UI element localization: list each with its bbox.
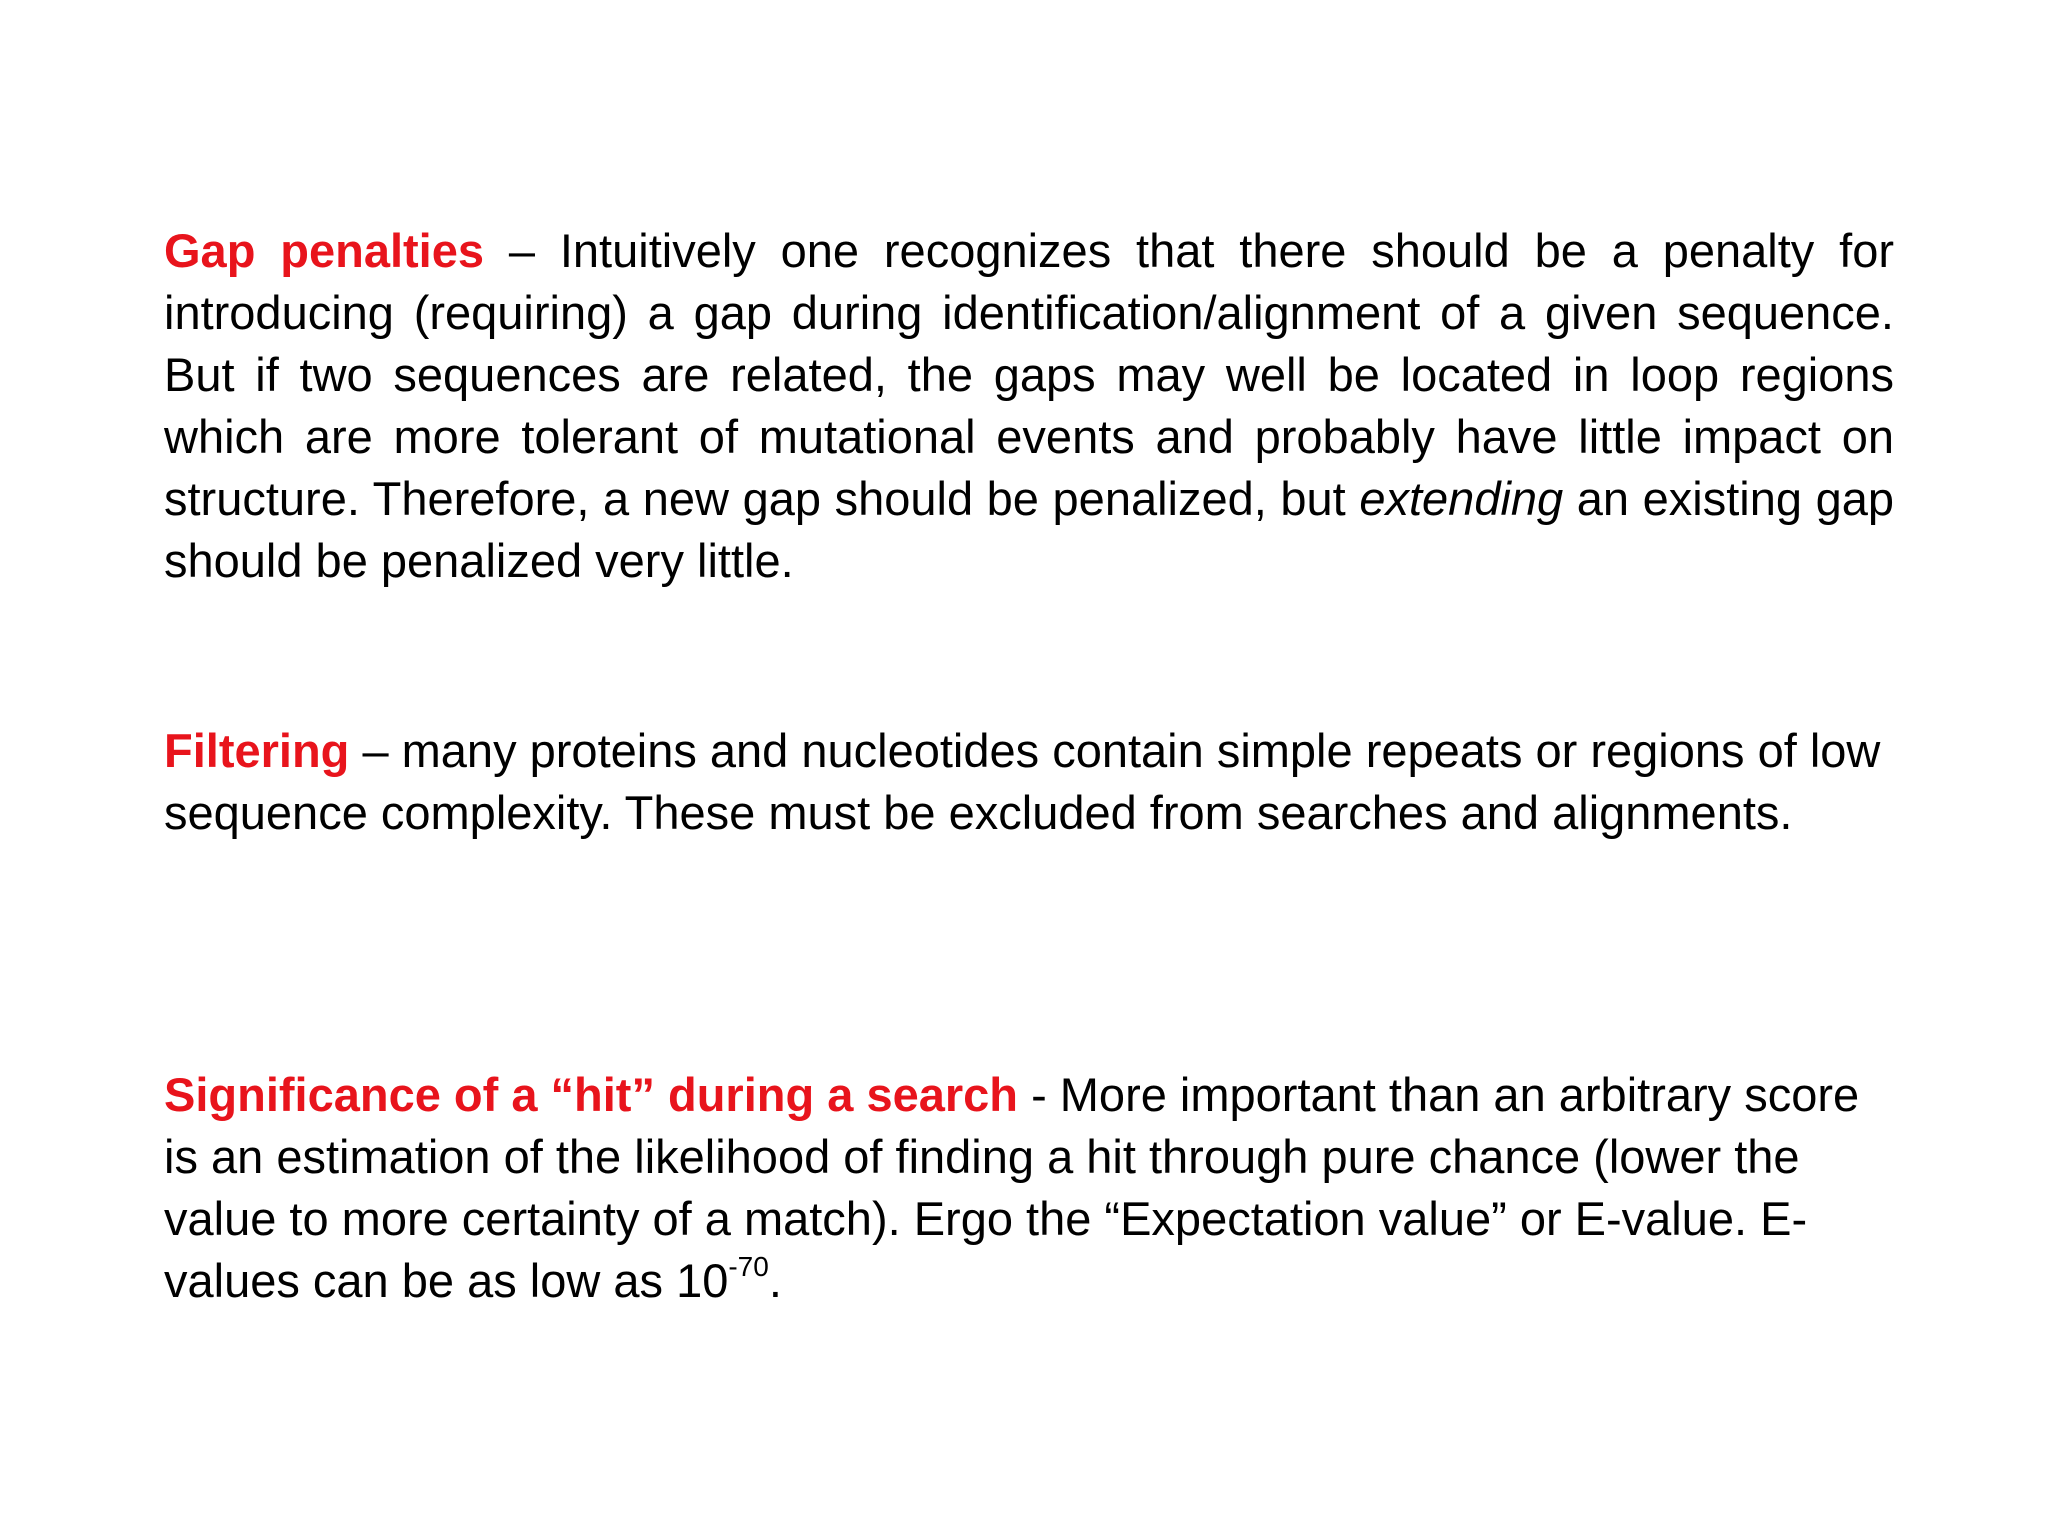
gap-penalties-text: – Intuitively one recognizes that there should be a penalty for introducing (requiring) a gap during identification/alignment of a given sequence. But if two sequences are related, the gaps may well be located in loop regions which are more tolerant of mutational events and probably have little impact on structure. Therefore, a new gap should be penalized, but: [164, 224, 1894, 525]
significance-term: Significance of a “hit” during a search: [164, 1068, 1019, 1121]
significance-end: .: [768, 1254, 782, 1307]
gap-penalties-text-end: an existing gap should be penalized very little.: [164, 472, 1895, 587]
significance-text: - More important than an arbitrary score is an estimation of the likelihood of finding a hit through pure chance (lower the value to more certainty of a match). Ergo the “Expectation value” or E-value. E-values can be as low as 10: [164, 1068, 1860, 1307]
e-value-exponent: -70: [728, 1251, 769, 1283]
gap-penalties-paragraph: [164, 220, 1894, 592]
filtering-term: Filtering: [164, 724, 350, 777]
filtering-text: – many proteins and nucleotides contain simple repeats or regions of low sequence complexity. These must be excluded from searches and alignments.: [164, 724, 1881, 839]
filtering-paragraph: [164, 720, 1894, 844]
gap-penalties-term: Gap penalties: [164, 224, 485, 277]
gap-penalties-emphasis: extending: [1359, 472, 1564, 525]
significance-paragraph: [164, 1064, 1894, 1312]
